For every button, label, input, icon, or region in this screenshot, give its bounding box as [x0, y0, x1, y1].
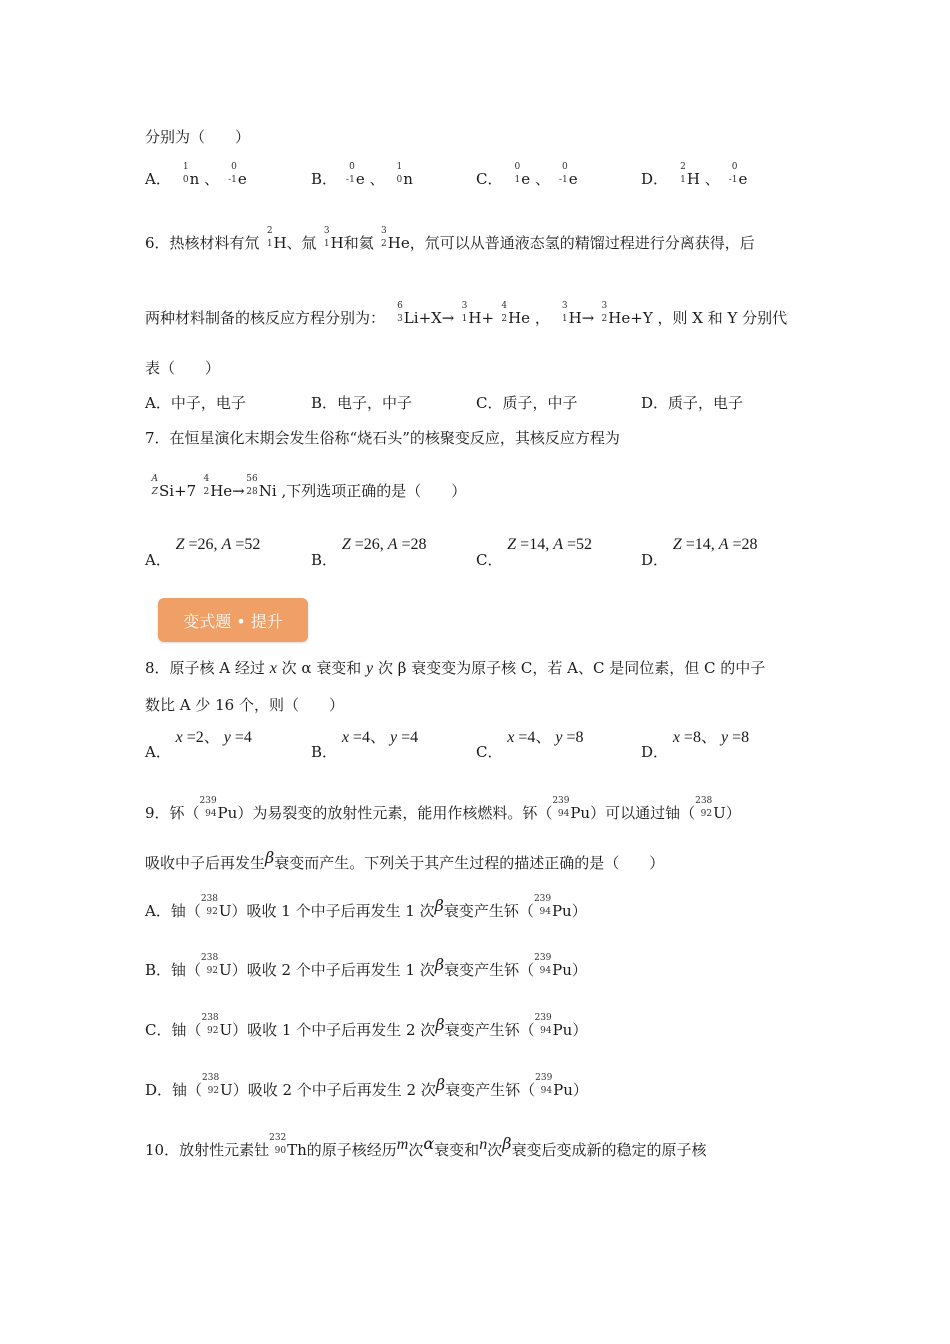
option-label: A． — [145, 170, 171, 188]
option-expression: x =4、 y =8 — [507, 729, 584, 746]
q10-stem-line1: 10．放射性元素钍 232 90 Th的原子核经历m次α衰变和n次β衰变后变成新的稳定的原子核 — [145, 1133, 707, 1159]
nuclide: 0 -1 e — [558, 162, 578, 188]
q6-stem-line3: 表（ ） — [145, 359, 221, 377]
nuclide: 0 -1 e — [346, 162, 365, 188]
option-expression: x =2、 y =4 — [175, 729, 252, 746]
nuclide-deuterium: 2 1 H — [266, 226, 287, 252]
nuclide: 0 -1 e — [228, 162, 247, 188]
q6-option-d[interactable]: D．质子，电子 — [641, 394, 744, 412]
option-label: B． — [311, 170, 338, 188]
q5-option-b[interactable] — [311, 162, 413, 188]
option-expression: x =4、 y =4 — [341, 729, 419, 746]
beta-symbol: β — [502, 1134, 512, 1153]
q6-option-a[interactable]: A．中子，电子 — [145, 394, 246, 412]
q8-option-c[interactable]: C． x =4、 y =8 — [476, 729, 584, 761]
q5-option-c[interactable] — [476, 162, 578, 188]
nuclide-pu239: 239 94 Pu — [552, 796, 591, 822]
q8-option-b[interactable]: B． x =4、 y =4 — [311, 729, 419, 761]
q9-option-a[interactable]: A．铀（ 238 92 U）吸收 1 个中子后再发生 1 次β衰变产生钚（ 239 94 Pu） — [145, 894, 587, 920]
q6-stem-line1: 6．热核材料有氘 2 1 H、氚 3 1 H和氦 3 2 He，氘可以从普通液态氢的精馏过程进行分离获得，后 — [145, 226, 755, 252]
q9-stem-line2: 吸收中子后再发生β衰变而产生。下列关于其产生过程的描述正确的是（ ） — [145, 848, 665, 872]
q7-option-d[interactable]: D． Z =14, A =28 — [641, 536, 758, 569]
q6-option-b[interactable]: B．电子，中子 — [311, 394, 413, 412]
nuclide: 1 0 n — [182, 162, 200, 188]
q5-option-a[interactable] — [145, 162, 247, 188]
option-label: D． — [641, 170, 669, 188]
q8-option-d[interactable]: D． x =8、 y =8 — [641, 729, 750, 761]
q8-stem-line1: 8．原子核 A 经过 x 次 α 衰变和 y 次 β 衰变变为原子核 C，若 A、C 是同位素，但 C 的中子 — [145, 659, 766, 677]
nuclide-tritium: 3 1 H — [323, 226, 344, 252]
nuclide: 1 0 n — [396, 162, 413, 188]
option-expression: Z =14, A =52 — [507, 536, 593, 553]
nuclide-th232: 232 90 Th — [269, 1133, 307, 1159]
alpha-symbol: α — [423, 1134, 435, 1153]
nuclide: 0 1 e — [514, 162, 531, 188]
beta-symbol: β — [434, 896, 444, 915]
variant-question-badge: 变式题 • 提升 — [158, 598, 308, 642]
q7-stem-line2: A Z Si+7 4 2 He→ 56 28 Ni ,下列选项正确的是（ ） — [145, 484, 466, 499]
beta-symbol: β — [265, 848, 275, 867]
separator: 、 — [204, 170, 220, 188]
q8-stem-line2: 数比 A 少 16 个，则（ ） — [145, 696, 344, 714]
q6-option-c[interactable]: C．质子，中子 — [476, 394, 578, 412]
q5-stem-tail: 分别为（ ） — [145, 128, 251, 146]
beta-symbol: β — [435, 1075, 446, 1094]
separator: 、 — [534, 170, 550, 188]
nuclide-u238: 238 92 U — [695, 796, 726, 822]
beta-symbol: β — [434, 955, 445, 974]
beta-symbol: β — [435, 1015, 445, 1034]
reaction-equation-1: 6 3 Li+X→ 3 1 H+ 4 2 He — [397, 301, 531, 327]
option-expression: x =8、 y =8 — [672, 729, 750, 746]
q7-stem-line1: 7．在恒星演化末期会发生俗称“烧石头”的核聚变反应，其核反应方程为 — [145, 429, 620, 447]
q7-option-a[interactable]: A． Z =26, A =52 — [145, 536, 261, 569]
nuclide: 0 -1 e — [728, 162, 748, 188]
nuclide-helium3: 3 2 He — [381, 226, 410, 252]
q5-option-d[interactable] — [641, 162, 748, 188]
q9-option-b[interactable]: B．铀（ 238 92 U）吸收 2 个中子后再发生 1 次β衰变产生钚（ 239 94 Pu） — [145, 953, 587, 979]
q9-stem-line1: 9．钚（ 239 94 Pu）为易裂变的放射性元素，能用作核燃料。钚（ 239 94 Pu）可以通过铀（ 238 92 U） — [145, 796, 741, 822]
q9-option-c[interactable]: C．铀（ 238 92 U）吸收 1 个中子后再发生 2 次β衰变产生钚（ 239 94 Pu） — [145, 1013, 588, 1039]
q8-option-a[interactable]: A． x =2、 y =4 — [145, 729, 252, 761]
q6-stem-line2: 两种材料制备的核反应方程分别为： 6 3 Li+X→ 3 1 H+ 4 2 He ， 3 1 H→ 3 2 He+Y ，则 X 和 Y 分别代 — [145, 301, 788, 327]
q7-option-b[interactable]: B． Z =26, A =28 — [311, 536, 427, 569]
reaction-equation: A Z Si+7 4 2 He→ 56 28 Ni — [151, 474, 277, 500]
separator: 、 — [704, 170, 720, 188]
q7-option-c[interactable]: C． Z =14, A =52 — [476, 536, 593, 569]
option-label: C． — [476, 170, 503, 188]
option-expression: Z =26, A =52 — [175, 536, 261, 553]
reaction-equation-2: 3 1 H→ 3 2 He+Y — [561, 301, 653, 327]
option-expression: Z =26, A =28 — [341, 536, 427, 553]
option-expression: Z =14, A =28 — [672, 536, 758, 553]
q9-option-d[interactable]: D．铀（ 238 92 U）吸收 2 个中子后再发生 2 次β衰变产生钚（ 239 94 Pu） — [145, 1073, 588, 1099]
separator: 、 — [369, 170, 385, 188]
nuclide-pu239: 239 94 Pu — [199, 796, 238, 822]
nuclide: 2 1 H — [680, 162, 700, 188]
